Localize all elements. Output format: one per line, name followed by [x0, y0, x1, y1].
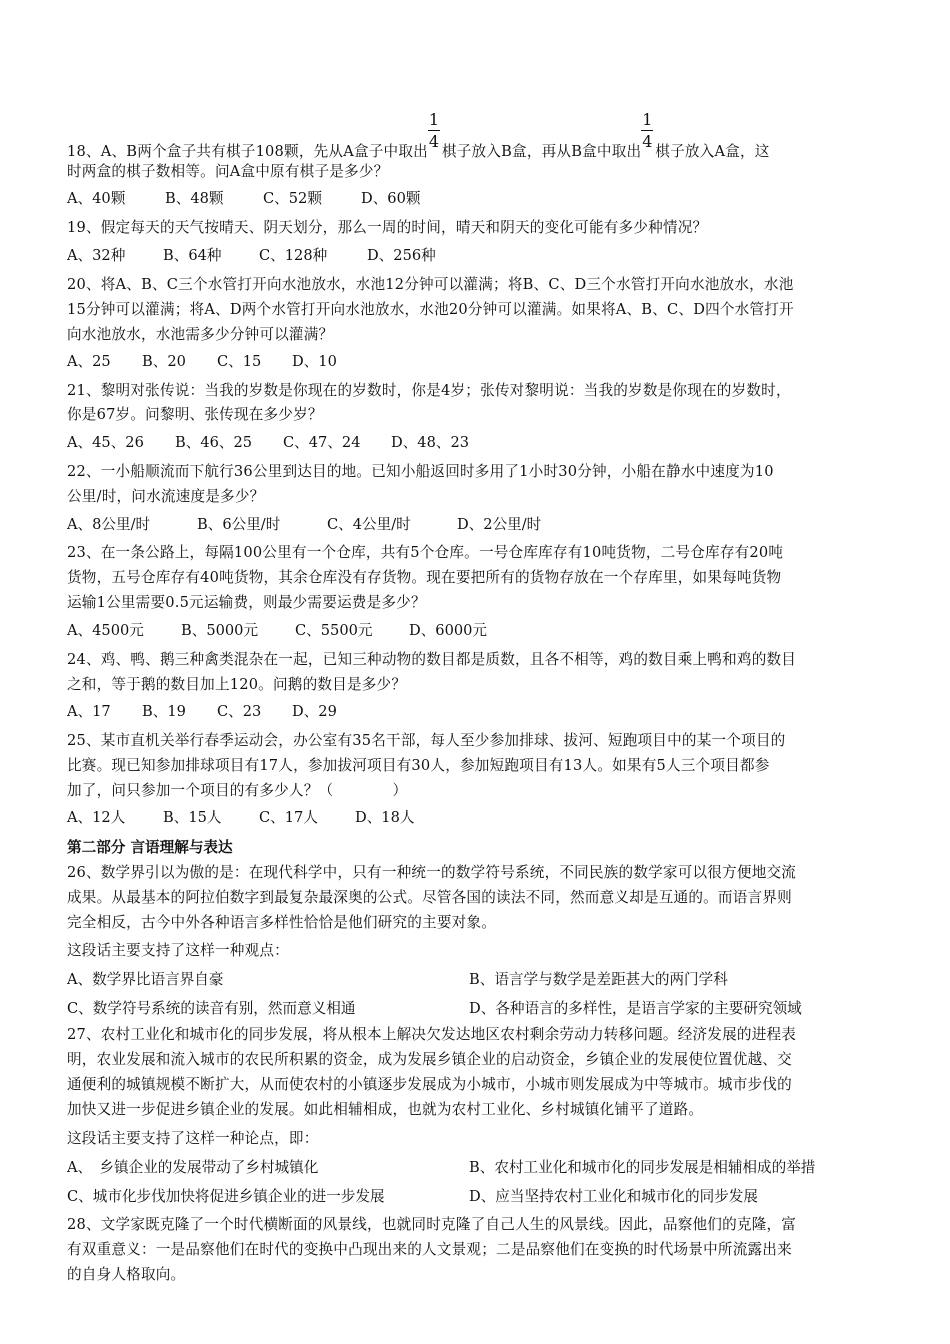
question-25-line-3: 加了，问只参加一个项目的有多少人？（ ）: [67, 782, 408, 799]
question-21-line-1: 21、黎明对张传说：当我的岁数是你现在的岁数时，你是4岁；张传对黎明说：当我的岁数是你现在的岁数时，: [67, 382, 791, 399]
section-heading: 第二部分 言语理解与表达: [67, 839, 233, 856]
option-a: A、12人: [67, 809, 126, 826]
option-c: C、52颗: [263, 190, 322, 207]
option-b: B、语言学与数学是差距甚大的两门学科: [469, 971, 728, 988]
question-19-options: [67, 246, 436, 266]
option-c: C、23: [217, 703, 262, 720]
question-26-prompt: 这段话主要支持了这样一种观点：: [67, 942, 289, 959]
option-b: B、64种: [163, 247, 222, 264]
option-a: A、32种: [67, 247, 126, 264]
question-25-line-2: 比赛。现已知参加排球项目有17人，参加拔河项目有30人，参加短跑项目有13人。如果有5人三个项目都参: [67, 757, 770, 774]
question-22-line-1: 22、一小船顺流而下航行36公里到达目的地。已知小船返回时多用了1小时30分钟，小船在静水中速度为10: [67, 463, 774, 480]
question-18-options: [67, 189, 420, 209]
question-26-line-2: 成果。从最基本的阿拉伯数字到最复杂最深奥的公式。尽管各国的读法不同，然而意义却是互通的。而语言界则: [67, 889, 792, 906]
option-d: D、各种语言的多样性，是语言学家的主要研究领域: [469, 1000, 802, 1017]
option-c: C、5500元: [295, 622, 373, 639]
question-20-line-1: 20、将A、B、C三个水管打开向水池放水，水池12分钟可以灌满；将B、C、D三个水管打开向水池放水，水池: [67, 276, 794, 293]
option-a: A、40颗: [67, 190, 126, 207]
question-26-line-1: 26、数学界引以为傲的是：在现代科学中，只有一种统一的数学符号系统，不同民族的数学家可以很方便地交流: [67, 864, 797, 881]
option-c: C、城市化步伐加快将促进乡镇企业的进一步发展: [67, 1188, 385, 1205]
question-25-line-1: 25、某市直机关举行春季运动会，办公室有35名干部，每人至少参加排球、拔河、短跑项目中的某一个项目的: [67, 732, 786, 749]
option-c: C、数学符号系统的读音有别，然而意义相通: [67, 1000, 356, 1017]
option-a: A、17: [67, 703, 111, 720]
fraction-one-quarter: $\frac{1}{4}$: [428, 110, 440, 151]
option-c: C、15: [217, 353, 262, 370]
option-d: D、应当坚持农村工业化和城市化的同步发展: [469, 1188, 758, 1205]
question-18-line-1: 18、A、B两个盒子共有棋子108颗，先从A盒子中取出 $\frac{1}{4}$ 棋子放入B盒，再从B盒中取出 $\frac{1}{4}$ 棋子放入A盒，这: [67, 110, 770, 160]
question-20-line-3: 向水池放水，水池需多少分钟可以灌满？: [67, 326, 334, 343]
question-20-options: [67, 352, 337, 372]
question-23-line-3: 运输1公里需要0.5元运输费，则最少需要运费是多少？: [67, 594, 426, 611]
option-b: B、48颗: [165, 190, 224, 207]
question-22-line-2: 公里/时，问水流速度是多少？: [67, 488, 265, 505]
question-19-line-1: 19、假定每天的天气按晴天、阴天划分，那么一周的时间，晴天和阴天的变化可能有多少种情况？: [67, 219, 708, 236]
question-23-line-2: 货物，五号仓库存有40吨货物，其余仓库没有存货物。现在要把所有的货物存放在一个存库里，如果每吨货物: [67, 569, 782, 586]
option-c: C、47、24: [283, 434, 361, 451]
option-d: D、2公里/时: [457, 516, 542, 533]
option-b: B、46、25: [175, 434, 253, 451]
question-24-options: [67, 702, 337, 722]
option-c: C、17人: [259, 809, 318, 826]
option-d: D、48、23: [391, 434, 470, 451]
option-b: B、6公里/时: [197, 516, 281, 533]
question-23-options: [67, 621, 487, 641]
question-20-line-2: 15分钟可以灌满；将A、D两个水管打开向水池放水，水池20分钟可以灌满。如果将A、B、C、D四个水管打开: [67, 301, 794, 318]
fraction-one-quarter: $\frac{1}{4}$: [642, 110, 653, 151]
option-b: B、19: [142, 703, 186, 720]
option-d: D、29: [292, 703, 337, 720]
option-b: B、农村工业化和城市化的同步发展是相辅相成的举措: [469, 1159, 816, 1176]
question-21-options: [67, 433, 469, 453]
option-d: D、60颗: [361, 190, 421, 207]
question-27-line-3: 通便利的城镇规模不断扩大，从而使农村的小镇逐步发展成为小城市，小城市则发展成为中等城市。城市步伐的: [67, 1076, 792, 1093]
option-d: D、6000元: [409, 622, 488, 639]
option-a: A、8公里/时: [67, 516, 151, 533]
question-18-line-2: 时两盒的棋子数相等。问A盒中原有棋子是多少？: [67, 163, 389, 180]
option-b: B、20: [142, 353, 186, 370]
option-b: B、5000元: [181, 622, 259, 639]
option-a: A、4500元: [67, 622, 144, 639]
option-c: C、4公里/时: [327, 516, 411, 533]
question-22-options: [67, 515, 541, 535]
option-d: D、18人: [355, 809, 415, 826]
question-27-line-4: 加快又进一步促进乡镇企业的发展。如此相辅相成，也就为农村工业化、乡村城镇化铺平了道路。: [67, 1101, 704, 1118]
option-a: A、45、26: [67, 434, 144, 451]
option-b: B、15人: [163, 809, 222, 826]
option-a: A、数学界比语言界自豪: [67, 971, 224, 988]
question-25-options: [67, 808, 414, 828]
option-d: D、10: [292, 353, 337, 370]
question-28-line-2: 有双重意义：一是品察他们在时代的变换中凸现出来的人文景观；二是品察他们在变换的时代场景中所流露出来: [67, 1241, 792, 1258]
question-21-line-2: 你是67岁。问黎明、张传现在多少岁？: [67, 406, 323, 423]
question-23-line-1: 23、在一条公路上，每隔100公里有一个仓库，共有5个仓库。一号仓库库存有10吨货物，二号仓库存有20吨: [67, 544, 784, 561]
question-27-line-1: 27、农村工业化和城市化的同步发展，将从根本上解决欠发达地区农村剩余劳动力转移问题。经济发展的进程表: [67, 1026, 797, 1043]
question-24-line-2: 之和，等于鹅的数目加上120。问鹅的数目是多少？: [67, 676, 407, 693]
option-d: D、256种: [367, 247, 436, 264]
question-27-line-2: 明，农业发展和流入城市的农民所积累的资金，成为发展乡镇企业的启动资金，乡镇企业的发展使位置优越、交: [67, 1051, 792, 1068]
question-27-prompt: 这段话主要支持了这样一种论点，即：: [67, 1130, 319, 1147]
option-a: A、25: [67, 353, 111, 370]
option-c: C、128种: [259, 247, 328, 264]
question-26-line-3: 完全相反，古今中外各种语言多样性恰恰是他们研究的主要对象。: [67, 914, 497, 931]
question-28-line-3: 的自身人格取向。: [67, 1266, 186, 1283]
question-24-line-1: 24、鸡、鸭、鹅三种禽类混杂在一起，已知三种动物的数目都是质数，且各不相等，鸡的数目乘上鸭和鸡的数目: [67, 651, 797, 668]
option-a: A、 乡镇企业的发展带动了乡村城镇化: [67, 1159, 319, 1176]
question-28-line-1: 28、文学家既克隆了一个时代横断面的风景线，也就同时克隆了自己人生的风景线。因此，品察他们的克隆，富: [67, 1216, 797, 1233]
